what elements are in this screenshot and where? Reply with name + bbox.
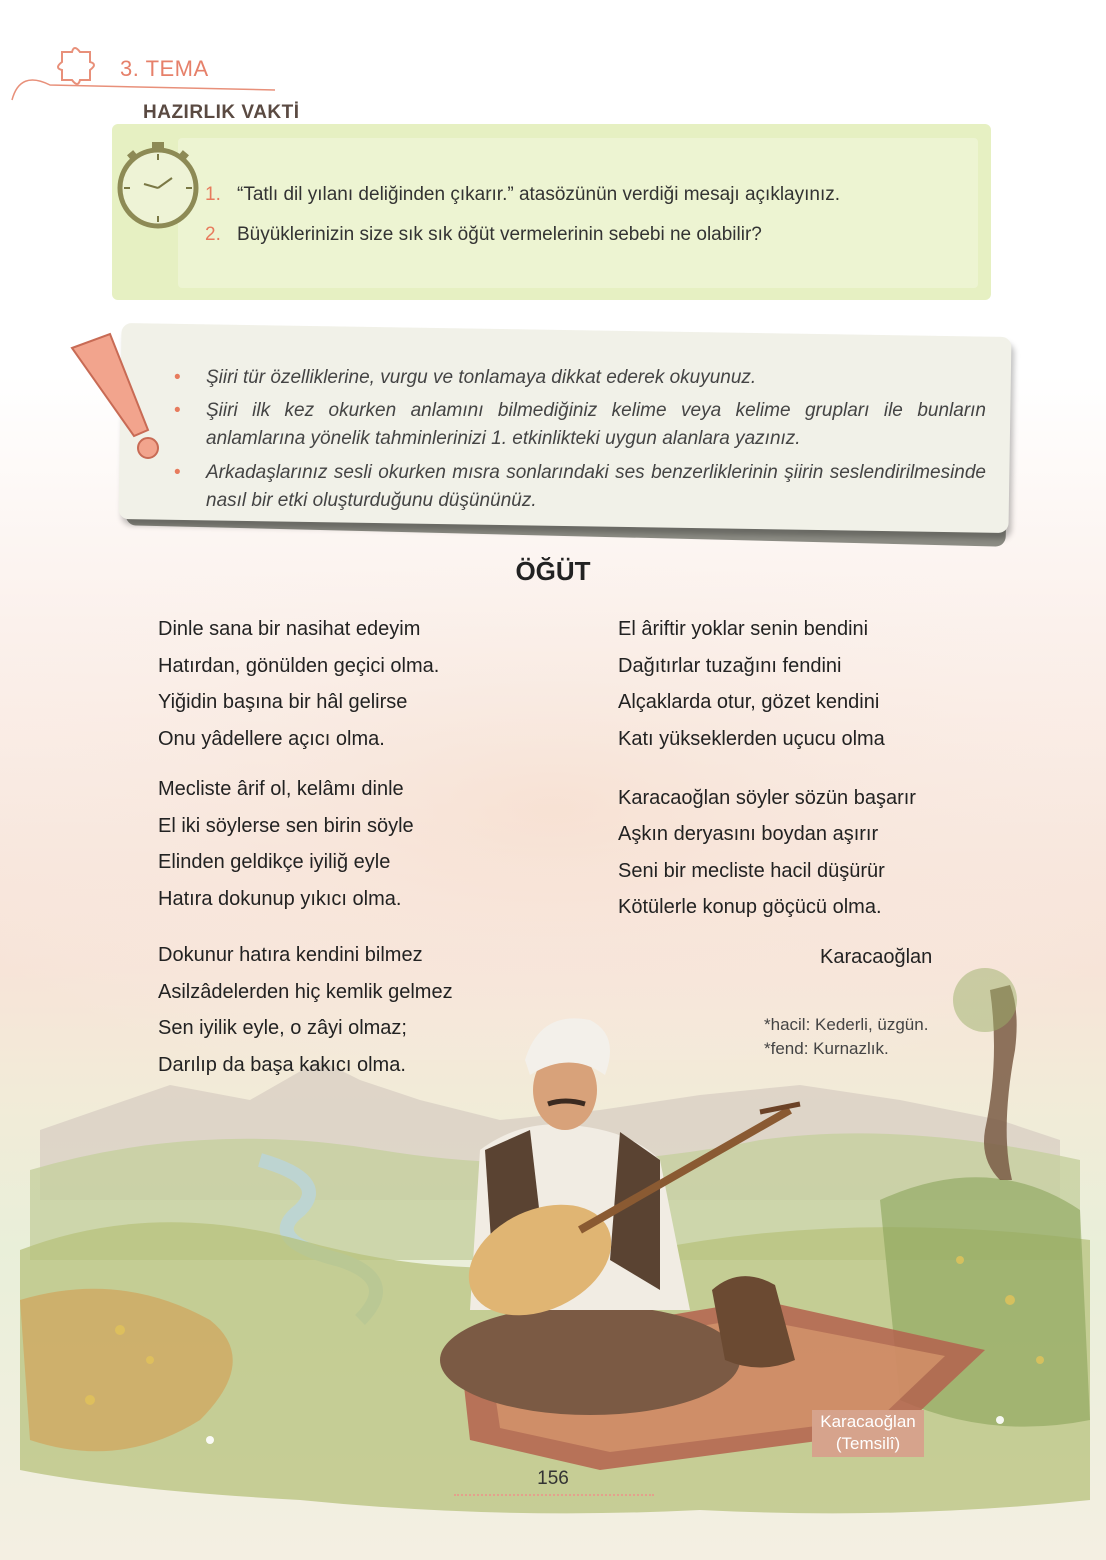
poem-line: Darılıp da başa kakıcı olma.	[158, 1054, 406, 1076]
poem-line: Dokunur hatıra kendini bilmez	[158, 944, 423, 966]
poem-line: Dinle sana bir nasihat edeyim	[158, 618, 421, 640]
poem-line: Asilzâdelerden hiç kemlik gelmez	[158, 981, 453, 1003]
bullet-icon: •	[174, 400, 181, 421]
poem-line: Hatırdan, gönülden geçici olma.	[158, 655, 440, 677]
bullet-icon: •	[174, 462, 181, 483]
question-text: Büyüklerinizin size sık sık öğüt vermelerinin sebebi ne olabilir?	[237, 224, 762, 245]
question-text: “Tatlı dil yılanı deliğinden çıkarır.” atasözünün verdiği mesajı açıklayınız.	[237, 184, 841, 205]
poem-line: El iki söylerse sen birin söyle	[158, 815, 414, 837]
poem-line: Seni bir mecliste hacil düşürür	[618, 860, 885, 882]
poem-line: Yiğidin başına bir hâl gelirse	[158, 691, 408, 713]
page-number-divider	[454, 1494, 654, 1498]
footnote: *fend: Kurnazlık.	[764, 1039, 889, 1058]
poem-line: Onu yâdellere açıcı olma.	[158, 728, 385, 750]
poem-line: Kötülerle konup göçücü olma.	[618, 896, 882, 918]
question-number: 1.	[205, 184, 221, 205]
caption-line: (Temsilî)	[835, 1434, 901, 1453]
image-caption	[812, 1410, 924, 1457]
poem-line: Mecliste ârif ol, kelâmı dinle	[158, 778, 404, 800]
poem-line: Alçaklarda otur, gözet kendini	[618, 691, 880, 713]
question-number: 2.	[205, 224, 221, 245]
page-number: 156	[537, 1468, 569, 1489]
instruction-text: Arkadaşlarınız sesli okurken mısra sonlarındaki ses benzerliklerinin şiirin seslendirilmesinde nasıl bir etki oluşturduğunu düşününüz.	[206, 462, 986, 511]
poem-line: Dağıtırlar tuzağını fendini	[618, 655, 842, 677]
poem-line: El âriftir yoklar senin bendini	[618, 618, 869, 640]
poem-line: Hatıra dokunup yıkıcı olma.	[158, 888, 402, 910]
section-title: HAZIRLIK VAKTİ	[143, 102, 300, 123]
bullet-icon: •	[174, 367, 181, 388]
exclamation-icon	[62, 330, 172, 460]
footnote: *hacil: Kederli, üzgün.	[764, 1015, 929, 1034]
question-2	[205, 224, 762, 246]
question-1	[205, 184, 840, 206]
instruction-text: Şiiri tür özelliklerine, vurgu ve tonlamaya dikkat ederek okuyunuz.	[206, 367, 757, 388]
caption-line: Karacaoğlan	[820, 1412, 916, 1431]
poem-line: Katı yükseklerden uçucu olma	[618, 728, 885, 750]
poem-line: Karacaoğlan söyler sözün başarır	[618, 787, 916, 809]
poem-title: ÖĞÜT	[515, 556, 591, 586]
poem-line: Aşkın deryasını boydan aşırır	[618, 823, 879, 845]
poem-author: Karacaoğlan	[820, 946, 933, 968]
poem-line: Elinden geldikçe iyiliğ eyle	[158, 851, 391, 873]
preparation-inner	[178, 138, 978, 288]
stopwatch-icon	[110, 136, 206, 232]
theme-label: 3. TEMA	[120, 56, 209, 81]
instruction-text: Şiiri ilk kez okurken anlamını bilmediğiniz kelime veya kelime grupları ile bunların anlamlarına yönelik tahminlerinizi 1. etkinlikteki uygun alanlara yazınız.	[206, 400, 986, 449]
poem-line: Sen iyilik eyle, o zâyi olmaz;	[158, 1017, 407, 1039]
